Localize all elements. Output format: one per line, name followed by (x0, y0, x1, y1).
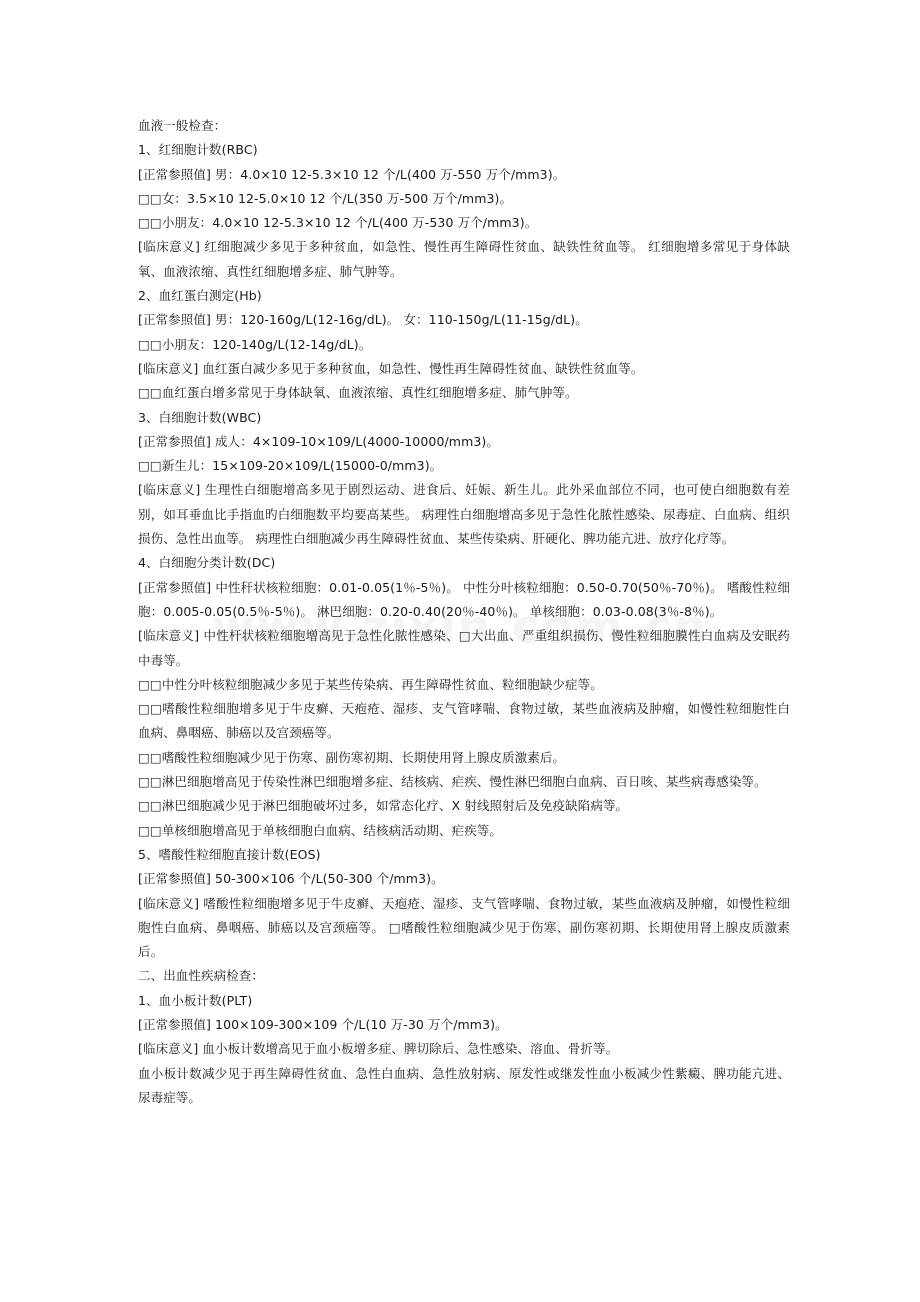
reference-value: [正常参照值] 100×109-300×109 个/L(10 万-30 万个/mm3)。 (138, 1016, 508, 1032)
reference-value: [正常参照值] 男：120-160g/L(12-16g/dL)。 女：110-150g/L(11-15g/dL)。 (138, 312, 588, 328)
clinical-significance: □□血红蛋白增多常见于身体缺氧、血液浓缩、真性红细胞增多症、肺气肿等。 (138, 385, 578, 401)
clinical-significance: [临床意义] 红细胞减少多见于多种贫血，如急性、慢性再生障碍性贫血、缺铁性贫血等。 红细胞增多常见于身体缺氧、血液浓缩、真性红细胞增多症、肺气肿等。 (138, 239, 790, 279)
reference-value: [正常参照值] 成人：4×109-10×109/L(4000-10000/mm3)。 (138, 433, 499, 449)
clinical-significance: □□单核细胞增高见于单核细胞白血病、结核病活动期、疟疾等。 (138, 822, 503, 838)
reference-value: [正常参照值] 50-300×106 个/L(50-300 个/mm3)。 (138, 871, 444, 887)
reference-value: [正常参照值] 男：4.0×10 12-5.3×10 12 个/L(400 万-550 万个/mm3)。 (138, 166, 566, 182)
item-heading-dc: 4、白细胞分类计数(DC) (138, 555, 276, 571)
clinical-significance: [临床意义] 生理性白细胞增高多见于剧烈运动、进食后、妊娠、新生儿。此外采血部位不同，也可使白细胞数有差别，如耳垂血比手指血旳白细胞数平均要高某些。 病理性白细胞增高多见于急性化脓性感染、尿毒症、白血病、组织损伤、急性出血等。 病理性白细胞减少再生障碍性贫血、某些传染病、肝硬化、脾功能亢进、放疗化疗等。 (138, 482, 790, 547)
reference-value: □□新生儿：15×109-20×109/L(15000-0/mm3)。 (138, 458, 443, 474)
item-heading-wbc: 3、白细胞计数(WBC) (138, 409, 262, 425)
clinical-significance: □□中性分叶核粒细胞减少多见于某些传染病、再生障碍性贫血、粒细胞缺少症等。 (138, 676, 603, 692)
item-heading-rbc: 1、红细胞计数(RBC) (138, 142, 258, 158)
section-heading: 血液一般检查： (138, 118, 227, 133)
reference-value: [正常参照值] 中性秆状核粒细胞：0.01-0.05(1％-5％)。 中性分叶核粒细胞：0.50-0.70(50％-70％)。 嗜酸性粒细胞：0.005-0.05(0.5％-5％)。 淋巴细胞：0.20-0.40(20％-40％)。 单核细胞：0.03-0.08(3％-8％)。 (138, 579, 790, 619)
clinical-significance: [临床意义] 中性杆状核粒细胞增高见于急性化脓性感染、□大出血、严重组织损伤、慢性粒细胞膜性白血病及安眠药中毒等。 (138, 628, 790, 668)
section-heading: 二、出血性疾病检查： (138, 968, 265, 984)
clinical-significance: □□淋巴细胞增高见于传染性淋巴细胞增多症、结核病、疟疾、慢性淋巴细胞白血病、百日咳、某些病毒感染等。 (138, 774, 767, 790)
reference-value: □□小朋友：4.0×10 12-5.3×10 12 个/L(400 万-530 万个/mm3)。 (138, 215, 538, 231)
clinical-significance: □□淋巴细胞减少见于淋巴细胞破坏过多，如常态化疗、X 射线照射后及免疫缺陷病等。 (138, 798, 629, 814)
item-heading-plt: 1、血小板计数(PLT) (138, 992, 253, 1008)
clinical-significance: 血小板计数减少见于再生障碍性贫血、急性白血病、急性放射病、原发性或继发性血小板减少性紫癜、脾功能亢进、尿毒症等。 (138, 1065, 790, 1105)
reference-value: □□小朋友：120-140g/L(12-14g/dL)。 (138, 336, 372, 352)
reference-value: □□女：3.5×10 12-5.0×10 12 个/L(350 万-500 万个/mm3)。 (138, 190, 513, 206)
clinical-significance: [临床意义] 血小板计数增高见于血小板增多症、脾切除后、急性感染、溶血、骨折等。 (138, 1041, 619, 1057)
document-body (138, 114, 790, 1110)
clinical-significance: □□嗜酸性粒细胞减少见于伤寒、副伤寒初期、长期使用肾上腺皮质激素后。 (138, 749, 566, 765)
item-heading-eos: 5、嗜酸性粒细胞直接计数(EOS) (138, 846, 321, 862)
clinical-significance: [临床意义] 血红蛋白减少多见于多种贫血，如急性、慢性再生障碍性贫血、缺铁性贫血等。 (138, 360, 644, 376)
clinical-significance: [临床意义] 嗜酸性粒细胞增多见于牛皮癣、天疱疮、湿疹、支气管哮喘、食物过敏，某些血液病及肿瘤，如慢性粒细胞性白血病、鼻咽癌、肺癌以及宫颈癌等。 □嗜酸性粒细胞减少见于伤寒、副伤寒初期、长期使用肾上腺皮质激素后。 (138, 895, 790, 960)
clinical-significance: □□嗜酸性粒细胞增多见于牛皮癣、天疱疮、湿疹、支气管哮喘、食物过敏，某些血液病及肿瘤，如慢性粒细胞性白血病、鼻咽癌、肺癌以及宫颈癌等。 (138, 701, 790, 741)
item-heading-hb: 2、血红蛋白测定(Hb) (138, 288, 262, 304)
